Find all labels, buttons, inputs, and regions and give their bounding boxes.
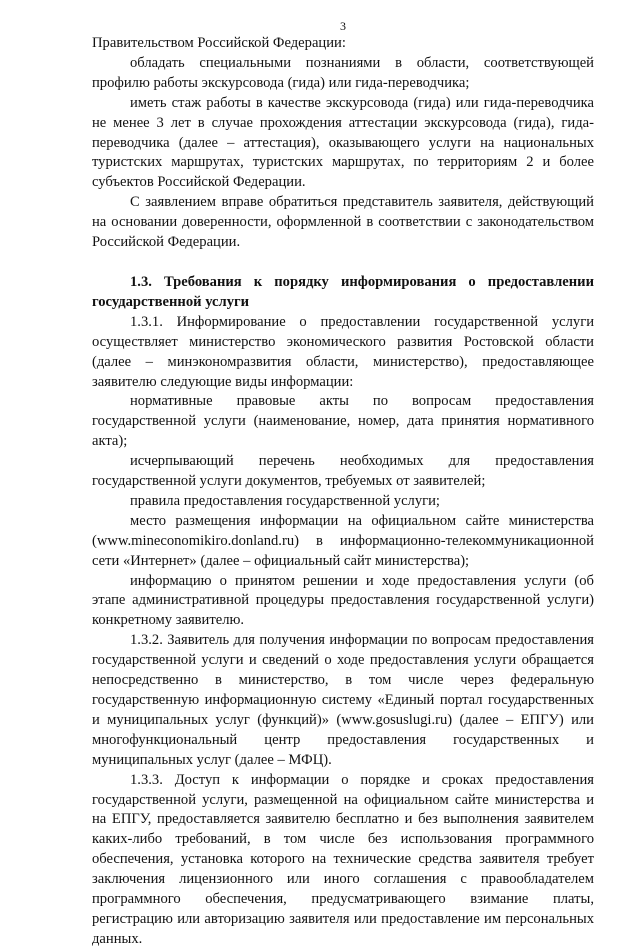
paragraph-rules: правила предоставления государственной услуги; <box>130 492 440 509</box>
page-number: 3 <box>340 19 346 33</box>
document-page <box>92 18 594 950</box>
paragraph-1-3-2: 1.3.2. Заявитель для получения информации по вопросам предоставления государственной услуги и сведений о ходе предоставления услуги обращается непосредственно в министерство, в том числе через федеральную государственную информационную систему «Единый портал государственных и муниципальных услуг (функций)» (www.gosuslugi.ru) (далее – ЕПГУ) или многофункциональный центр предоставления государственных и муниципальных услуг (далее – МФЦ). <box>92 632 594 768</box>
section-spacer <box>92 253 594 273</box>
paragraph-intro: Правительством Российской Федерации: <box>92 35 346 51</box>
paragraph-representative: С заявлением вправе обратиться представитель заявителя, действующий на основании доверенности, оформленной в соответствии с законодательством Российской Федерации. <box>92 194 594 251</box>
paragraph-documents-list: исчерпывающий перечень необходимых для предоставления государственной услуги документов, требуемых от заявителей; <box>92 453 594 490</box>
paragraph-website: место размещения информации на официальном сайте министерства (www.mineconomikiro.donland.ru) в информационно-телекоммуникационной сети «Интернет» (далее – официальный сайт министерства); <box>92 512 594 569</box>
paragraph-decision-info: информацию о принятом решении и ходе предоставления услуги (об этапе административной процедуры предоставления государственной услуги) конкретному заявителю. <box>92 572 594 629</box>
paragraph-normative-acts: нормативные правовые акты по вопросам предоставления государственной услуги (наименование, номер, дата принятия нормативного акта); <box>92 393 594 450</box>
paragraph-knowledge: обладать специальными познаниями в области, соответствующей профилю работы экскурсовода (гида) или гида-переводчика; <box>92 54 594 91</box>
section-heading: 1.3. Требования к порядку информирования о предоставлении государственной услуги <box>92 273 594 310</box>
paragraph-1-3-1: 1.3.1. Информирование о предоставлении государственной услуги осуществляет министерство экономического развития Ростовской области (далее – минэкономразвития области, министерство), предоставляющее заявителю следующие виды информации: <box>92 313 594 390</box>
paragraph-experience: иметь стаж работы в качестве экскурсовода (гида) или гида-переводчика не менее 3 лет в случае прохождения аттестации экскурсовода (гида), гида-переводчика (далее – аттестация), оказывающего услуги на национальных туристских маршрутах, туристских маршрутах, по территориям 2 и более субъектов Российской Федерации. <box>92 94 594 191</box>
paragraph-1-3-3: 1.3.3. Доступ к информации о порядке и сроках предоставления государственной услуги, размещенной на официальном сайте министерства и на ЕПГУ, предоставляется заявителю бесплатно и без выполнения заявителем каких-либо требований, в том числе без использования программного обеспечения, установка которого на технические средства заявителя требует заключения лицензионного или иного соглашения с правообладателем программного обеспечения, предусматривающего взимание платы, регистрацию или авторизацию заявителя или предоставление им персональных данных. <box>92 771 594 947</box>
